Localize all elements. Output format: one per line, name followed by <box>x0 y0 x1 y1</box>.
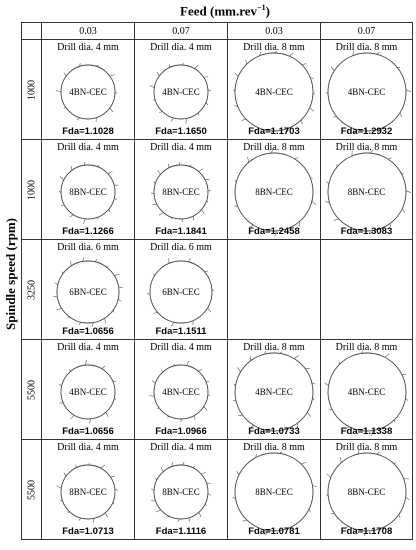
drill-diameter-label: Drill dia. 8 mm <box>243 42 305 53</box>
fda-value: Fda=1.0656 <box>62 326 114 337</box>
drilled-hole-outline <box>56 260 120 324</box>
hole-image-cell <box>42 140 135 240</box>
fda-value: Fda=1.1511 <box>155 326 207 337</box>
empty-cell <box>228 240 321 340</box>
fda-value: Fda=1.0966 <box>155 426 207 437</box>
drill-diameter-label: Drill dia. 4 mm <box>57 442 119 453</box>
specimen-label: 6BN-CEC <box>69 286 107 297</box>
spindle-speed-value: 3250 <box>26 279 37 300</box>
hole-image-cell <box>321 40 413 140</box>
spindle-speed-cell <box>22 240 42 340</box>
fda-value: Fda=1.1708 <box>340 526 393 537</box>
hole-image-cell <box>42 40 135 140</box>
fda-value: Fda=1.1116 <box>155 526 207 537</box>
drill-diameter-label: Drill dia. 8 mm <box>335 342 398 353</box>
fda-value: Fda=1.3083 <box>340 226 393 237</box>
hole-image-cell <box>321 340 413 440</box>
fda-value: Fda=1.2458 <box>248 226 300 237</box>
drilled-hole-outline <box>153 164 209 220</box>
spindle-speed-value: 5500 <box>26 479 37 500</box>
speed-row <box>22 440 413 540</box>
drill-diameter-label: Drill dia. 4 mm <box>150 142 212 153</box>
drilled-hole-outline <box>327 352 407 432</box>
specimen-label: 4BN-CEC <box>69 386 107 397</box>
hole-image-cell <box>228 440 321 540</box>
hole-image-cell <box>135 240 228 340</box>
drilled-hole-outline <box>327 152 407 232</box>
feed-header-2: 0.07 <box>135 23 228 40</box>
feed-header-1: 0.03 <box>42 23 135 40</box>
drill-diameter-label: Drill dia. 4 mm <box>57 142 119 153</box>
drilled-hole-outline <box>60 164 116 220</box>
speed-row <box>22 240 413 340</box>
drill-diameter-label: Drill dia. 4 mm <box>150 42 212 53</box>
drill-diameter-label: Drill dia. 8 mm <box>243 142 305 153</box>
specimen-label: 8BN-CEC <box>69 486 107 497</box>
spindle-speed-axis-label: Spindle speed (rpm) <box>3 218 18 330</box>
specimen-label: 4BN-CEC <box>255 386 293 397</box>
fda-value: Fda=1.1028 <box>62 126 114 137</box>
drilled-hole-outline <box>153 64 209 120</box>
specimen-label: 4BN-CEC <box>255 86 293 97</box>
spindle-speed-cell <box>22 440 42 540</box>
fda-value: Fda=1.2932 <box>340 126 393 137</box>
specimen-label: 8BN-CEC <box>162 486 200 497</box>
specimen-label: 8BN-CEC <box>255 186 293 197</box>
speed-row <box>22 340 413 440</box>
drill-diameter-label: Drill dia. 8 mm <box>243 342 305 353</box>
specimen-label: 4BN-CEC <box>347 386 386 397</box>
corner-cell <box>22 23 42 40</box>
spindle-speed-value: 5500 <box>26 379 37 400</box>
specimen-label: 8BN-CEC <box>347 486 386 497</box>
feed-header-4: 0.07 <box>321 23 413 40</box>
fda-value: Fda=1.1266 <box>62 226 114 237</box>
spindle-speed-value: 1000 <box>26 179 37 200</box>
specimen-label: 4BN-CEC <box>69 86 107 97</box>
drill-diameter-label: Drill dia. 8 mm <box>335 442 398 453</box>
specimen-label: 8BN-CEC <box>347 186 386 197</box>
drilled-hole-outline <box>149 260 213 324</box>
fda-value: Fda=1.1338 <box>340 426 393 437</box>
drill-diameter-label: Drill dia. 4 mm <box>57 42 119 53</box>
specimen-label: 4BN-CEC <box>347 86 386 97</box>
hole-image-cell <box>135 40 228 140</box>
specimen-label: 4BN-CEC <box>162 386 200 397</box>
drilled-hole-outline <box>60 364 116 420</box>
drilled-hole-outline <box>234 352 314 432</box>
drill-diameter-label: Drill dia. 4 mm <box>150 342 212 353</box>
drilled-hole-outline <box>60 464 116 520</box>
fda-value: Fda=1.0713 <box>62 526 114 537</box>
speed-row <box>22 40 413 140</box>
drill-hole-grid <box>21 22 413 540</box>
spindle-speed-cell <box>22 140 42 240</box>
drill-diameter-label: Drill dia. 6 mm <box>150 242 212 253</box>
hole-image-cell <box>321 440 413 540</box>
drill-diameter-label: Drill dia. 4 mm <box>57 342 119 353</box>
fda-value: Fda=1.0733 <box>248 426 300 437</box>
hole-image-cell <box>42 340 135 440</box>
drill-diameter-label: Drill dia. 8 mm <box>335 42 398 53</box>
drill-diameter-label: Drill dia. 8 mm <box>335 142 398 153</box>
hole-image-cell <box>135 440 228 540</box>
drill-diameter-label: Drill dia. 4 mm <box>150 442 212 453</box>
specimen-label: 6BN-CEC <box>162 286 200 297</box>
specimen-label: 8BN-CEC <box>255 486 293 497</box>
fda-value: Fda=1.0781 <box>248 526 300 537</box>
specimen-label: 8BN-CEC <box>162 186 200 197</box>
drilled-hole-outline <box>234 52 314 132</box>
feed-header-3: 0.03 <box>228 23 321 40</box>
hole-image-cell <box>42 240 135 340</box>
hole-image-cell <box>42 440 135 540</box>
fda-value: Fda=1.1841 <box>155 226 207 237</box>
empty-cell <box>321 240 413 340</box>
hole-image-cell <box>135 340 228 440</box>
drill-diameter-label: Drill dia. 6 mm <box>57 242 119 253</box>
fda-value: Fda=1.1650 <box>155 126 207 137</box>
drill-diameter-label: Drill dia. 8 mm <box>243 442 305 453</box>
drilled-hole-outline <box>327 52 407 132</box>
hole-image-cell <box>228 140 321 240</box>
hole-image-cell <box>228 40 321 140</box>
feed-header-row <box>22 23 413 40</box>
drilled-hole-outline <box>153 464 209 520</box>
spindle-speed-cell <box>22 340 42 440</box>
drilled-hole-outline <box>153 364 209 420</box>
spindle-speed-cell <box>22 40 42 140</box>
specimen-label: 8BN-CEC <box>69 186 107 197</box>
spindle-speed-value: 1000 <box>26 79 37 100</box>
drilled-hole-outline <box>60 64 116 120</box>
fda-value: Fda=1.0656 <box>62 426 114 437</box>
hole-image-cell <box>321 140 413 240</box>
drilled-hole-outline <box>234 152 314 232</box>
drilled-hole-outline <box>327 452 407 532</box>
feed-axis-title: Feed (mm.rev$^{-1}$) <box>180 3 270 19</box>
hole-image-cell <box>135 140 228 240</box>
specimen-label: 4BN-CEC <box>162 86 200 97</box>
speed-row <box>22 140 413 240</box>
fda-value: Fda=1.1703 <box>248 126 300 137</box>
drilled-hole-outline <box>234 452 314 532</box>
hole-image-cell <box>228 340 321 440</box>
